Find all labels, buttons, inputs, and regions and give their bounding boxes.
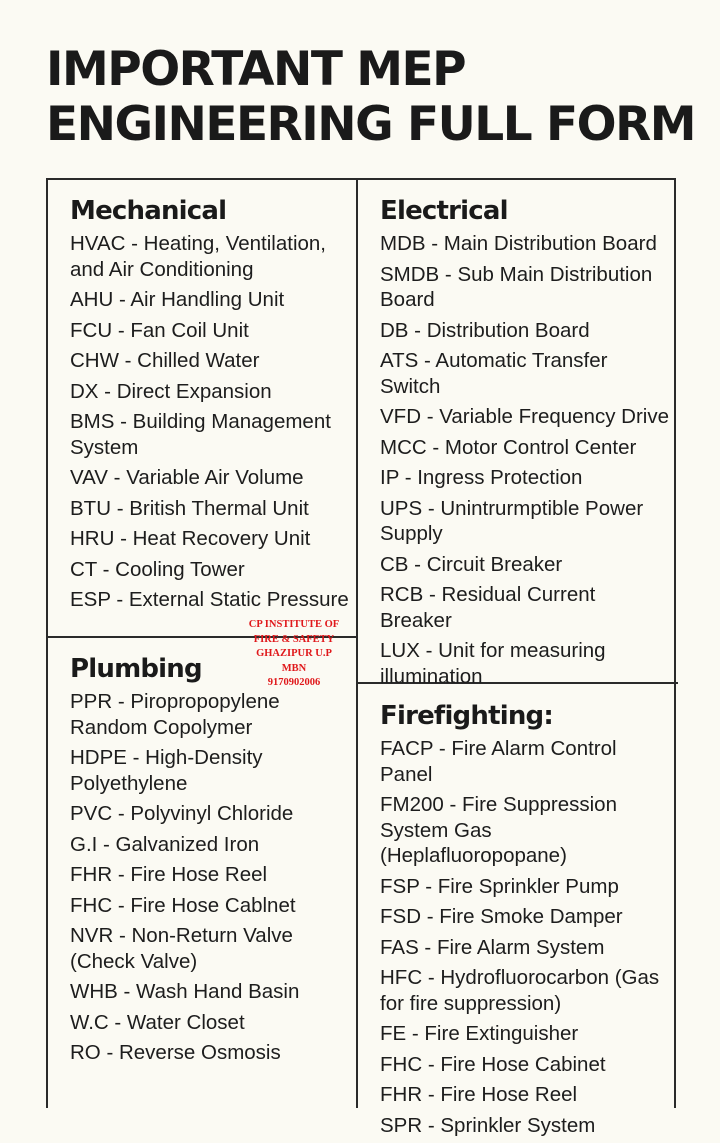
acronym-item: FCU - Fan Coil Unit (70, 318, 249, 342)
electrical-section (380, 194, 672, 694)
acronym-item: FE - Fire Extinguisher (380, 1022, 579, 1045)
mechanical-list (70, 231, 350, 613)
firefighting-heading: Firefighting: (380, 701, 553, 731)
mechanical-heading: Mechanical (70, 196, 227, 226)
acronym-item: CHW - Chilled Water (70, 349, 260, 372)
acronym-item: SPR - Sprinkler System (380, 1113, 596, 1137)
acronym-item: FHR - Fire Hose Reel (70, 863, 268, 886)
plumbing-list (70, 689, 350, 1066)
acronym-item: CT - Cooling Tower (70, 557, 245, 581)
plumbing-section (70, 652, 350, 1071)
acronym-item: CB - Circuit Breaker (380, 552, 563, 576)
acronym-item: HDPE - High-Density Polyethylene (70, 746, 263, 795)
stamp-line: FIRE & SAFETY (253, 633, 335, 645)
acronym-item: FACP - Fire Alarm Control Panel (380, 737, 617, 786)
acronym-item: BTU - British Thermal Unit (70, 496, 309, 520)
acronym-item: ESP - External Static Pressure (70, 588, 349, 611)
acronym-item: FSD - Fire Smoke Damper (380, 905, 623, 928)
acronym-item: DB - Distribution Board (380, 318, 590, 342)
acronym-item: MDB - Main Distribution Board (380, 232, 657, 255)
acronym-item: VAV - Variable Air Volume (70, 466, 304, 489)
stamp-line: MBN (281, 662, 307, 674)
title-line-1: IMPORTANT MEP (46, 42, 466, 97)
acronym-item: HRU - Heat Recovery Unit (70, 527, 311, 550)
acronym-item: FM200 - Fire Suppression System Gas (Heplafluoropopane) (380, 793, 617, 867)
firefighting-list (380, 736, 672, 1138)
acronym-item: FHC - Fire Hose Cabinet (380, 1052, 606, 1076)
acronym-item: HFC - Hydrofluorocarbon (Gas for fire suppression) (380, 966, 660, 1015)
acronym-item: G.I - Galvanized Iron (70, 832, 260, 856)
acronym-item: RCB - Residual Current Breaker (380, 583, 596, 632)
acronym-item: DX - Direct Expansion (70, 379, 272, 403)
page-title (46, 42, 695, 152)
acronym-item: NVR - Non-Return Valve (Check Valve) (70, 924, 293, 973)
acronym-item: ATS - Automatic Transfer Switch (380, 349, 608, 398)
column-divider (356, 180, 358, 1108)
acronym-item: BMS - Building Management System (70, 410, 331, 459)
acronym-item: UPS - Unintrurmptible Power Supply (380, 496, 644, 545)
firefighting-section (380, 699, 672, 1143)
acronym-item: VFD - Variable Frequency Drive (380, 405, 669, 428)
acronym-item: LUX - Unit for measuring illumination (380, 639, 606, 688)
acronym-item: RO - Reverse Osmosis (70, 1041, 281, 1064)
acronym-item: FHR - Fire Hose Reel (380, 1083, 578, 1106)
acronym-item: FHC - Fire Hose Cablnet (70, 893, 296, 917)
institute-stamp (234, 618, 354, 691)
plumbing-heading: Plumbing (70, 654, 202, 684)
acronym-item: SMDB - Sub Main Distribution Board (380, 262, 653, 311)
electrical-list (380, 231, 672, 689)
acronym-item: WHB - Wash Hand Basin (70, 980, 300, 1003)
acronym-item: W.C - Water Closet (70, 1010, 245, 1034)
acronym-item: IP - Ingress Protection (380, 466, 583, 489)
stamp-line: GHAZIPUR U.P (256, 648, 332, 659)
acronym-item: HVAC - Heating, Ventilation, and Air Conditioning (70, 232, 326, 281)
stamp-line: CP INSTITUTE OF (248, 619, 340, 630)
acronym-item: MCC - Motor Control Center (380, 435, 637, 459)
acronym-item: FSP - Fire Sprinkler Pump (380, 874, 619, 898)
acronym-table (46, 178, 676, 1137)
acronym-item: PVC - Polyvinyl Chloride (70, 802, 294, 825)
acronym-item: PPR - Piropropopylene Random Copolymer (70, 690, 280, 739)
acronym-item: FAS - Fire Alarm System (380, 935, 605, 959)
mechanical-section (70, 194, 350, 618)
electrical-heading: Electrical (380, 196, 508, 226)
acronym-item: AHU - Air Handling Unit (70, 288, 285, 311)
title-line-2: ENGINEERING FULL FORM (46, 97, 696, 152)
stamp-line: 9170902006 (267, 677, 321, 688)
